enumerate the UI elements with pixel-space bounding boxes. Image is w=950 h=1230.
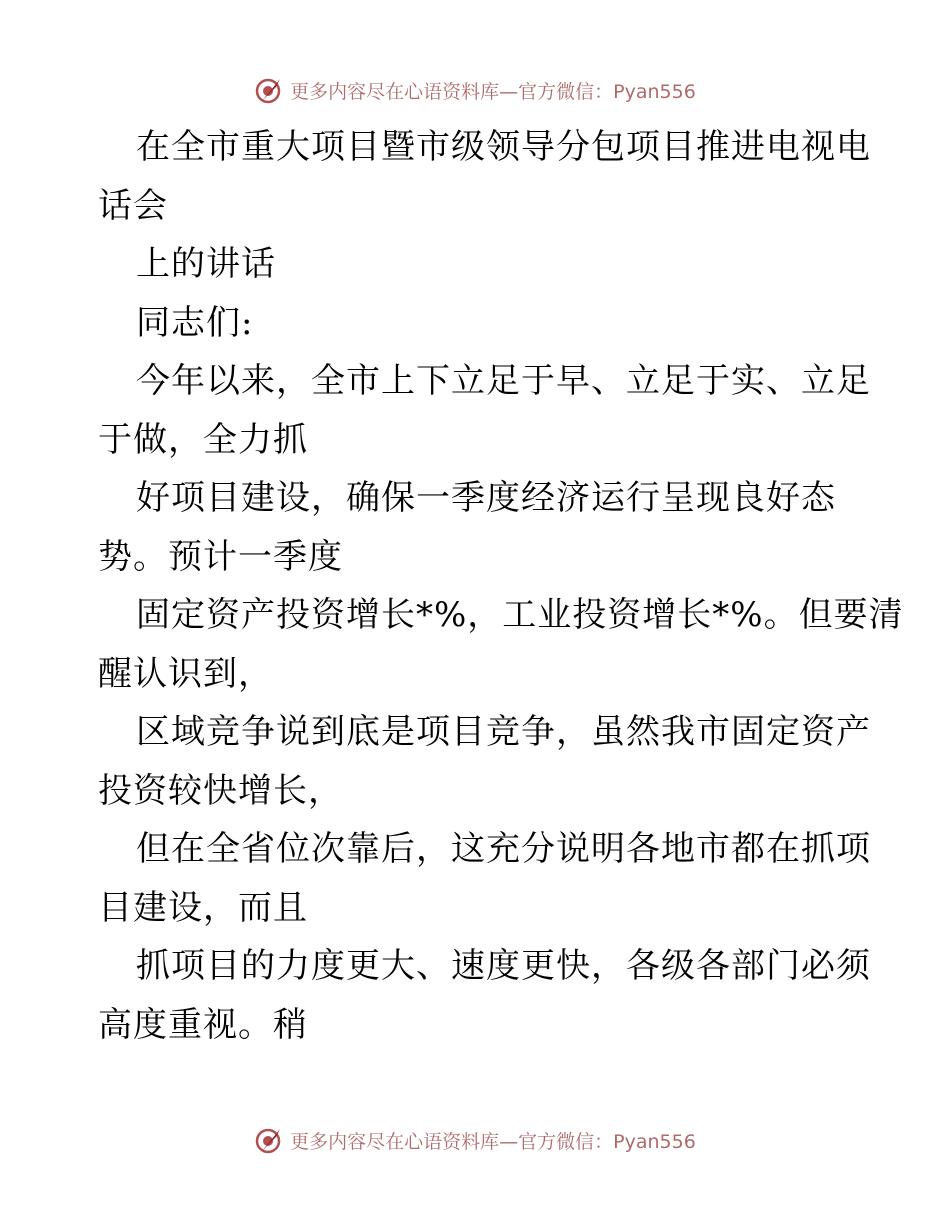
- paragraph-line: 目建设，而且: [98, 887, 308, 928]
- title-line-2: 话会: [98, 185, 168, 226]
- title-line-1: 在全市重大项目暨市级领导分包项目推进电视电: [136, 127, 871, 167]
- paragraph-line: 高度重视。稍: [98, 1004, 308, 1045]
- paragraph-line: 投资较快增长，: [98, 770, 343, 811]
- quill-logo-icon: [254, 1125, 284, 1155]
- document-body: [98, 118, 904, 1054]
- paragraph-line: 势。预计一季度: [98, 536, 343, 577]
- paragraph-line: 但在全省位次靠后，这充分说明各地市都在抓项: [136, 829, 871, 869]
- footer-watermark: [0, 1120, 950, 1160]
- header-watermark-text: 更多内容尽在心语资料库—官方微信：Pyan556: [290, 80, 696, 103]
- header-watermark: [0, 70, 950, 110]
- paragraph-line: 抓项目的力度更大、速度更快，各级各部门必须: [136, 946, 871, 986]
- paragraph-line: 今年以来，全市上下立足于早、立足于实、立足: [136, 361, 871, 401]
- title-line-3: 上的讲话: [136, 244, 276, 284]
- footer-watermark-text: 更多内容尽在心语资料库—官方微信：Pyan556: [290, 1130, 696, 1153]
- quill-logo-icon: [254, 75, 284, 105]
- paragraph-line: 固定资产投资增长*%，工业投资增长*%。但要清: [136, 595, 904, 635]
- paragraph-line: 醒认识到，: [98, 653, 273, 694]
- paragraph-line: 区域竞争说到底是项目竞争，虽然我市固定资产: [136, 712, 871, 752]
- paragraph-line: 好项目建设，确保一季度经济运行呈现良好态: [136, 478, 836, 518]
- paragraph-line: 于做，全力抓: [98, 419, 308, 460]
- salutation: 同志们:: [136, 302, 254, 343]
